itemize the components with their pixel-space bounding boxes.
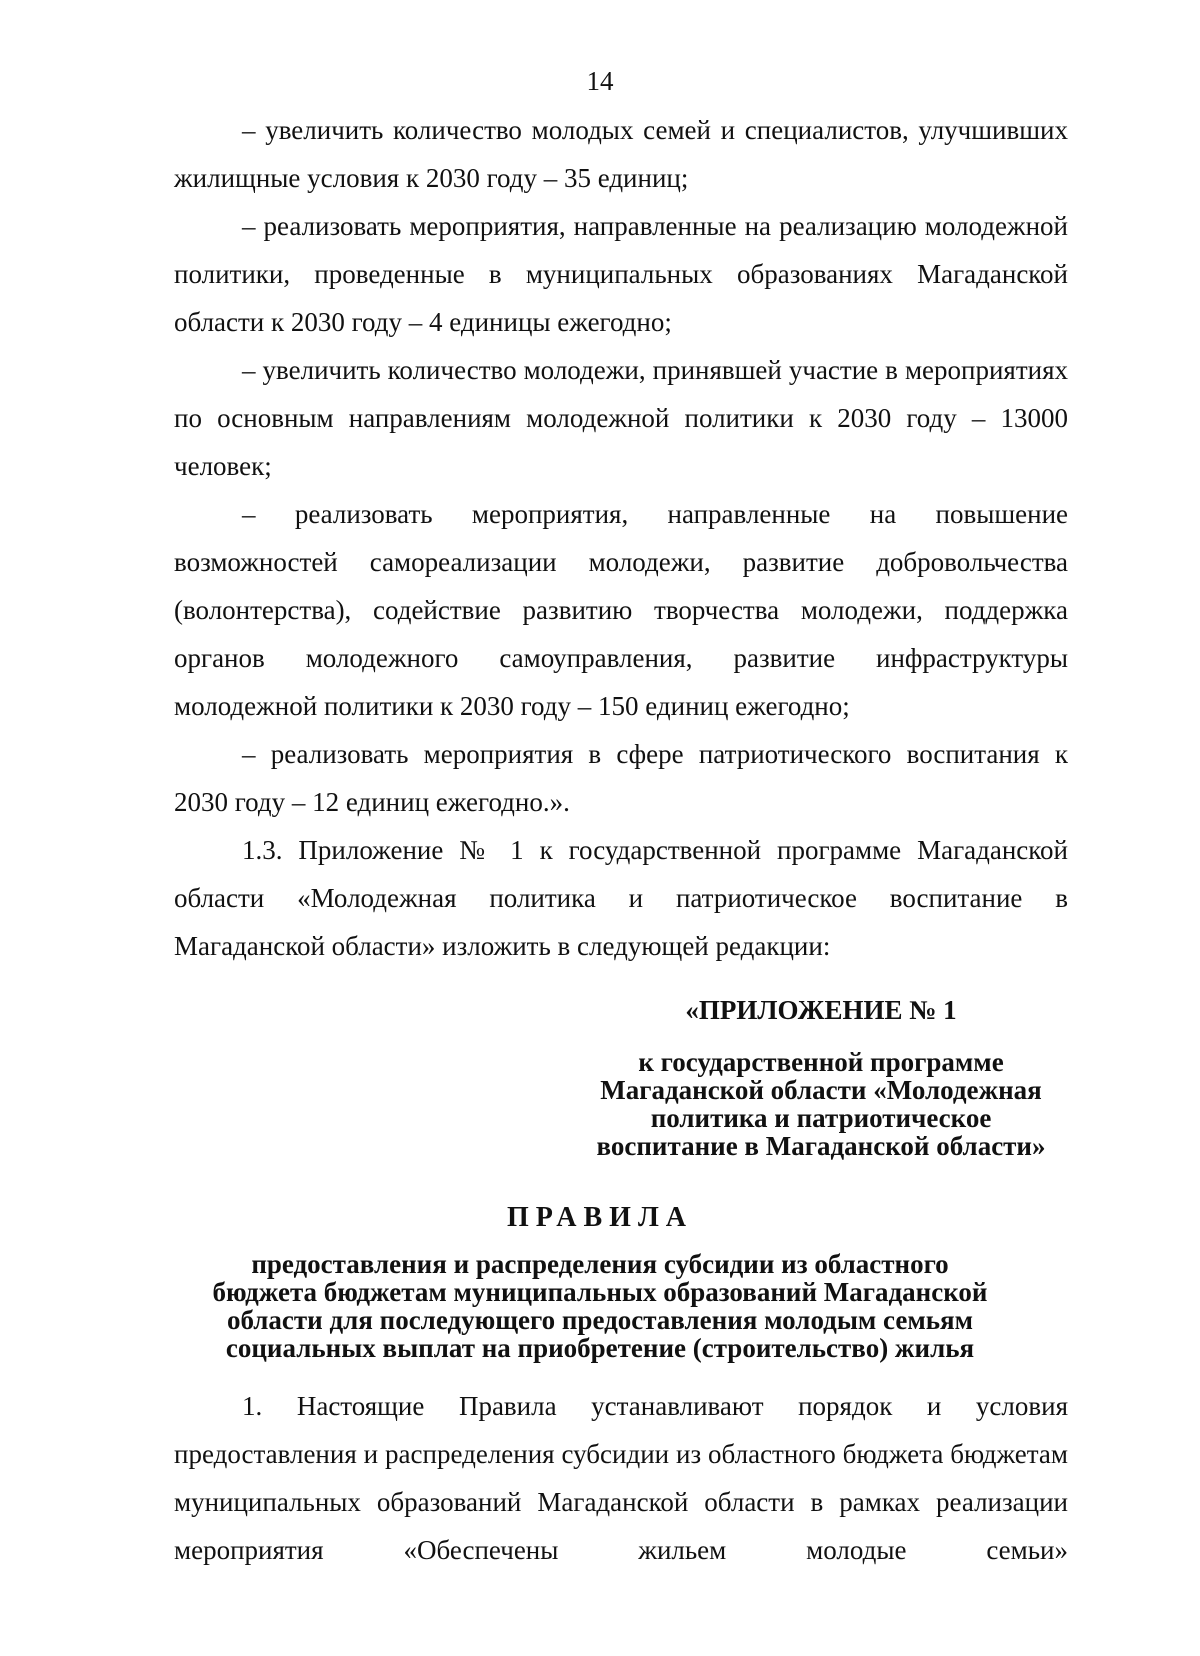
rules-title: ПРАВИЛА (506, 1202, 694, 1233)
rules-subtitle (0, 1250, 1200, 1362)
appendix-title: «ПРИЛОЖЕНИЕ № 1 (685, 995, 957, 1025)
rules-subtitle-line: области для последующего предоставления молодым семьям (226, 1305, 974, 1335)
rules-subtitle-line: предоставления и распределения субсидии из областного (251, 1249, 949, 1279)
appendix-caption-line: Магаданской области «Молодежная (600, 1075, 1042, 1105)
body-text-bottom (174, 1382, 1068, 1574)
page-number: 14 (586, 66, 614, 96)
paragraph-patriotic-education: – реализовать мероприятия в сфере патриотического воспитания к 2030 году – 12 единиц ежегодно.». (174, 739, 1068, 817)
paragraph-appendix-amendment: 1.3. Приложение № 1 к государственной программе Магаданской области «Молодежная политика и патриотическое воспитание в Магаданской области» изложить в следующей редакции: (174, 835, 1068, 961)
appendix-caption (568, 1048, 1074, 1160)
appendix-caption-line: воспитание в Магаданской области» (596, 1131, 1046, 1161)
paragraph-youth-policy-events: – реализовать мероприятия, направленные на реализацию молодежной политики, проведенные в муниципальных образованиях Магаданской области к 2030 году – 4 единицы ежегодно; (174, 211, 1068, 337)
appendix-caption-line: к государственной программе (638, 1047, 1004, 1077)
body-text-top (174, 106, 1068, 970)
paragraph-youth-participation: – увеличить количество молодежи, принявшей участие в мероприятиях по основным направлениям молодежной политики к 2030 году – 13000 человек; (174, 355, 1068, 481)
appendix-heading (568, 990, 1074, 1160)
appendix-caption-line: политика и патриотическое (650, 1103, 992, 1133)
paragraph-rules-scope: 1. Настоящие Правила устанавливают порядок и условия предоставления и распределения субсидии из областного бюджета бюджетам муниципальных образований Магаданской области в рамках реализации мероприятия «Обеспечены жильем молодые семьи» (174, 1391, 1068, 1565)
paragraph-young-families: – увеличить количество молодых семей и специалистов, улучшивших жилищные условия к 2030 году – 35 единиц; (174, 115, 1068, 193)
rules-subtitle-line: бюджета бюджетам муниципальных образований Магаданской (212, 1277, 988, 1307)
paragraph-self-realization: – реализовать мероприятия, направленные на повышение возможностей самореализации молодежи, развитие добровольчества (волонтерства), содействие развитию творчества молодежи, поддержка органов молодежного самоуправления, развитие инфраструктуры молодежной политики к 2030 году – 150 единиц ежегодно; (174, 499, 1068, 721)
rules-subtitle-line: социальных выплат на приобретение (строительство) жилья (225, 1333, 975, 1363)
